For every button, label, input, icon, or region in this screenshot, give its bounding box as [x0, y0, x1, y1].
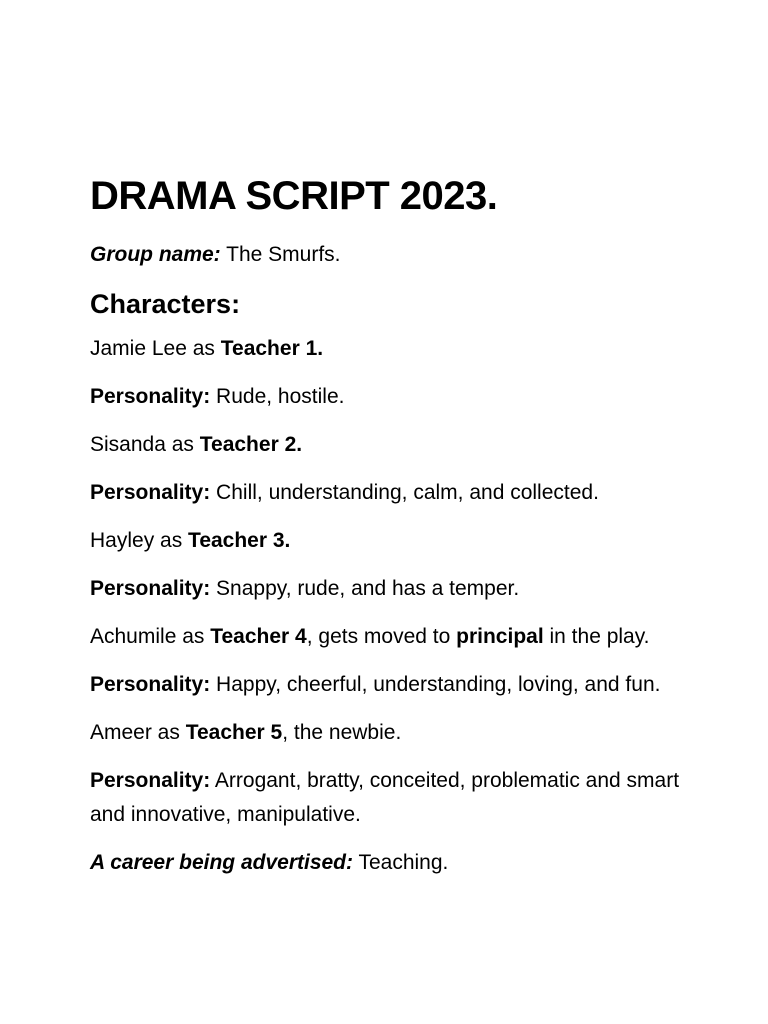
career-label: A career being advertised: — [90, 851, 353, 874]
characters-heading: Characters: — [90, 289, 241, 319]
actor-name: Sisanda as — [90, 433, 200, 456]
personality-text: Happy, cheerful, understanding, loving, and fun. — [210, 673, 661, 696]
role-name: Teacher 1. — [220, 337, 324, 360]
actor-name: Ameer as — [90, 721, 186, 744]
role-suffix: , the newbie. — [282, 721, 402, 744]
personality-label: Personality: — [90, 385, 211, 408]
career-value: Teaching. — [353, 851, 449, 874]
personality-line — [90, 572, 690, 606]
role-name: Teacher 2. — [199, 433, 303, 456]
personality-label: Personality: — [90, 481, 211, 504]
document-body — [90, 172, 690, 894]
character-line — [90, 620, 690, 654]
personality-label: Personality: — [90, 577, 211, 600]
role-connector: , gets moved to — [306, 625, 457, 648]
group-name-value: The Smurfs. — [220, 243, 341, 266]
role-name: Teacher 4 — [210, 625, 307, 648]
role-name: Teacher 5 — [185, 721, 283, 744]
character-line — [90, 332, 690, 366]
document-title: DRAMA SCRIPT 2023. — [90, 174, 498, 218]
actor-name: Jamie Lee as — [90, 337, 221, 360]
career-line — [90, 846, 690, 880]
actor-name: Achumile as — [90, 625, 211, 648]
personality-text: Arrogant, bratty, conceited, problematic and smart and innovative, manipulative. — [90, 769, 680, 826]
personality-line — [90, 380, 690, 414]
role-name: Teacher 3. — [188, 529, 291, 552]
character-line — [90, 524, 690, 558]
group-name-line — [90, 240, 690, 270]
character-line — [90, 716, 690, 750]
character-line — [90, 428, 690, 462]
group-name-label: Group name: — [90, 243, 221, 266]
personality-label: Personality: — [90, 673, 211, 696]
actor-name: Hayley as — [90, 529, 189, 552]
personality-line — [90, 476, 690, 510]
role-suffix: in the play. — [543, 625, 650, 648]
personality-text: Chill, understanding, calm, and collected. — [210, 481, 599, 504]
personality-label: Personality: — [90, 769, 211, 792]
role-name-secondary: principal — [456, 625, 544, 648]
personality-line — [90, 668, 690, 702]
personality-text: Rude, hostile. — [210, 385, 345, 408]
personality-text: Snappy, rude, and has a temper. — [210, 577, 520, 600]
personality-line — [90, 764, 690, 832]
